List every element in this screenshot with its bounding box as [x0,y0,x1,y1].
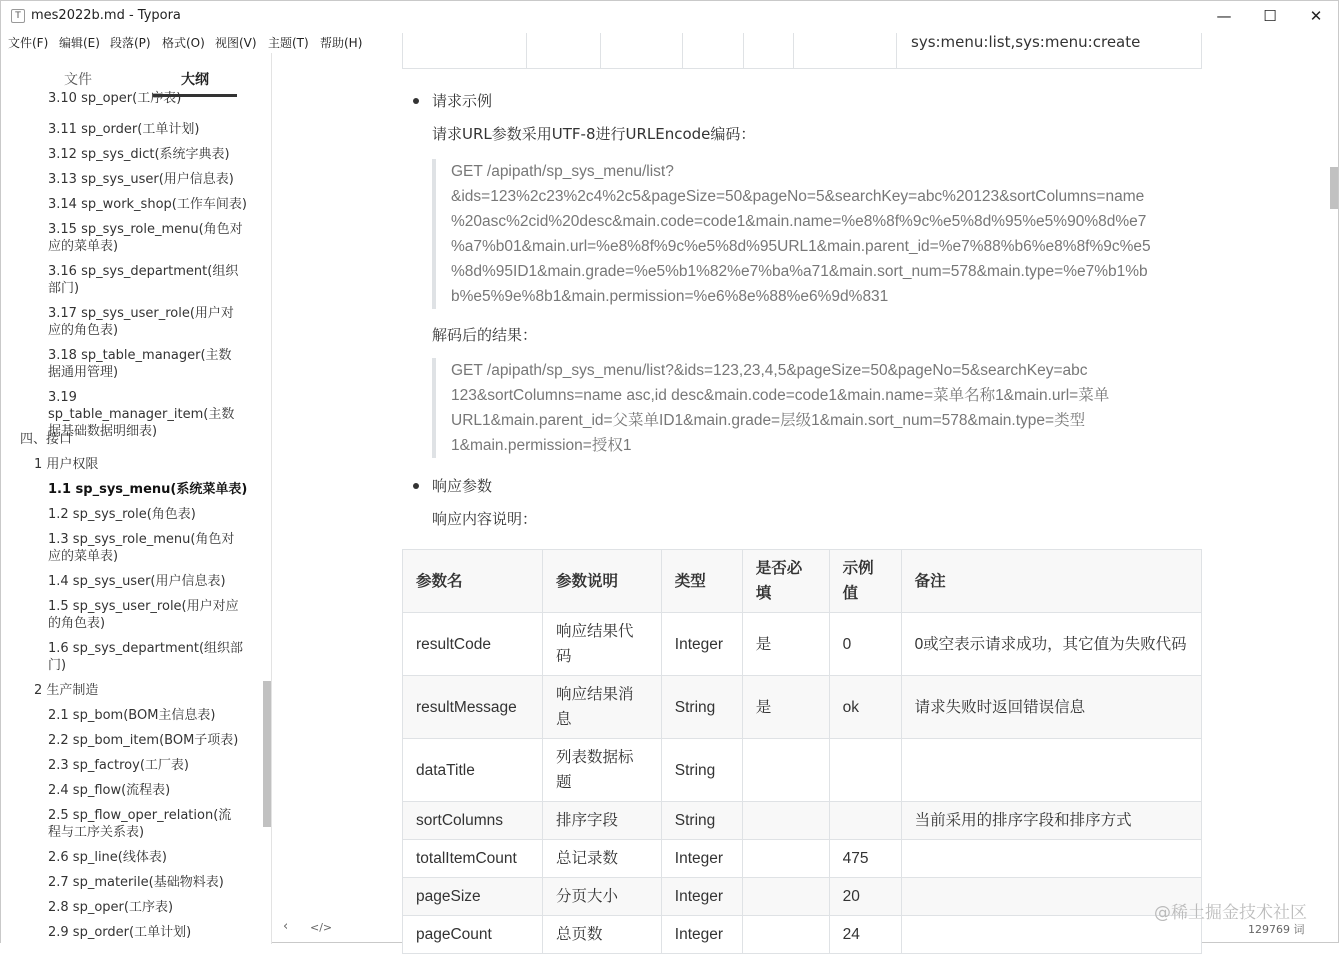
encoded-url-blockquote: GET /apipath/sp_sys_menu/list? &ids=123%2c23%2c4%2c5&pageSize=50&pageNo=5&searchKey=abc%20123&sortColumns=name %20asc%2cid%20desc&main.code=code1&main.name=%e8%8f%9c%e5%8d%95%e5%90%8d%e7 %a7%b01&main.url=%e8%8f%9c%e5%8d%95URL1&main.parent_id=%e7%88%b6%e8%8f%9c%e5 %8d%95ID1&main.grade=%e5%b1%82%e7%ba%a71&main.sort_num=578&main.type=%e7%b1%b b%e5%9e%8b1&main.permission=%e6%8e%88%e6%9d%831 [432,159,1192,309]
bullet-dot [413,98,419,104]
title-bar [1,1,1338,32]
tab-outline[interactable]: 大纲 [181,72,209,88]
outline-item[interactable]: 1 用户权限 [34,457,99,472]
outline-item[interactable]: 2.7 sp_materile(基础物料表) [48,875,224,890]
outline-item[interactable]: 1.2 sp_sys_role(角色表) [48,507,196,522]
outline-item[interactable]: 2.6 sp_line(线体表) [48,850,167,865]
outline-item[interactable]: 3.16 sp_sys_department(组织部门) [48,264,239,296]
source-code-icon[interactable]: </> [310,921,333,934]
table-row: resultMessage 响应结果消息 String 是 ok 请求失败时返回错误信息 [403,676,1202,739]
menu-edit[interactable]: 编辑(E) [59,36,100,50]
menu-view[interactable]: 视图(V) [215,36,257,50]
menu-help[interactable]: 帮助(H) [320,36,363,50]
outline-item[interactable]: 1.4 sp_sys_user(用户信息表) [48,574,226,589]
editor-scrollbar-thumb[interactable] [1330,167,1338,209]
outline-item[interactable]: 2.9 sp_order(工单计划) [48,925,192,940]
table-row: pageCount 总页数 Integer 24 [403,916,1202,954]
table-row: sortColumns 排序字段 String 当前采用的排序字段和排序方式 [403,802,1202,840]
close-button[interactable]: ✕ [1309,7,1323,25]
window-title: mes2022b.md - Typora [31,8,181,23]
menu-format[interactable]: 格式(O) [162,36,205,50]
table-row: totalItemCount 总记录数 Integer 475 [403,840,1202,878]
word-count[interactable]: 129769 词 [1248,923,1305,936]
tab-files[interactable]: 文件 [64,72,92,88]
table-row: resultCode 响应结果代码 Integer 是 0 0或空表示请求成功，其它值为失败代码 [403,613,1202,676]
outline-item[interactable]: 2.8 sp_oper(工序表) [48,900,174,915]
header-param-desc: 参数说明 [542,550,661,613]
outline-item[interactable]: 3.19 sp_table_manager_item(主数据基础数据明细表) [48,390,235,439]
outline-item[interactable]: 3.13 sp_sys_user(用户信息表) [48,172,234,187]
table-row: dataTitle 列表数据标题 String [403,739,1202,802]
header-example: 示例值 [829,550,901,613]
outline-item[interactable]: 2.5 sp_flow_oper_relation(流程与工序关系表) [48,808,232,840]
menu-paragraph[interactable]: 段落(P) [110,36,151,50]
watermark: @稀土掘金技术社区 [1154,903,1307,923]
previous-table-bottom [402,33,1202,69]
bullet-dot [413,483,419,489]
table-header-row [403,550,1202,613]
maximize-button[interactable]: ☐ [1263,7,1277,25]
response-note: 响应内容说明： [432,510,538,528]
header-type: 类型 [661,550,742,613]
typora-app-icon: T [11,9,25,23]
outline-item[interactable]: 3.15 sp_sys_role_menu(角色对应的菜单表) [48,222,243,254]
section-response-params: 响应参数 [432,477,493,495]
header-remark: 备注 [901,550,1201,613]
outline-item[interactable]: 3.18 sp_table_manager(主数据通用管理) [48,348,232,380]
outline-item[interactable]: 3.17 sp_sys_user_role(用户对应的角色表) [48,306,234,338]
back-icon[interactable]: ‹ [283,919,289,934]
outline-item[interactable]: 2.2 sp_bom_item(BOM子项表) [48,733,239,748]
minimize-button[interactable]: — [1216,7,1232,25]
sidebar-scrollbar-thumb[interactable] [263,681,271,827]
table-cell: sys:menu:list,sys:menu:create [911,33,1141,51]
outline-item[interactable]: 1.3 sp_sys_role_menu(角色对应的菜单表) [48,532,235,564]
outline-item-active[interactable]: 1.1 sp_sys_menu(系统菜单表) [48,482,248,497]
outline-list [1,91,263,940]
outline-item[interactable]: 3.14 sp_work_shop(工作车间表) [48,197,247,212]
decoded-url-blockquote: GET /apipath/sp_sys_menu/list?&ids=123,23,4,5&pageSize=50&pageNo=5&searchKey=abc 123&sortColumns=name asc,id desc&main.code=code1&main.name=菜单名称1&main.url=菜单 URL1&main.parent_id=父菜单ID1&main.grade=层级1&main.sort_num=578&main.type=类型 1&main.permission=授权1 [432,358,1192,458]
header-required: 是否必填 [742,550,829,613]
outline-item[interactable]: 四、接口 [20,432,73,447]
outline-item[interactable]: 2.1 sp_bom(BOM主信息表) [48,708,216,723]
response-table [402,549,1202,954]
outline-item[interactable]: 3.10 sp_oper(工序表) [48,91,182,106]
outline-item[interactable]: 3.11 sp_order(工单计划) [48,122,200,137]
outline-item[interactable]: 1.6 sp_sys_department(组织部门) [48,641,244,673]
outline-item[interactable]: 3.12 sp_sys_dict(系统字典表) [48,147,230,162]
outline-item[interactable]: 2.3 sp_factroy(工厂表) [48,758,189,773]
table-row: pageSize 分页大小 Integer 20 [403,878,1202,916]
header-param-name: 参数名 [403,550,543,613]
menu-file[interactable]: 文件(F) [8,36,49,50]
menu-theme[interactable]: 主题(T) [268,36,309,50]
outline-item[interactable]: 1.5 sp_sys_user_role(用户对应的角色表) [48,599,239,631]
outline-item[interactable]: 2 生产制造 [34,683,99,698]
outline-item[interactable]: 2.4 sp_flow(流程表) [48,783,171,798]
section-request-example: 请求示例 [432,92,493,110]
encode-note: 请求URL参数采用UTF-8进行URLEncode编码： [432,125,756,143]
sidebar [1,53,272,944]
decoded-note: 解码后的结果： [432,326,538,344]
